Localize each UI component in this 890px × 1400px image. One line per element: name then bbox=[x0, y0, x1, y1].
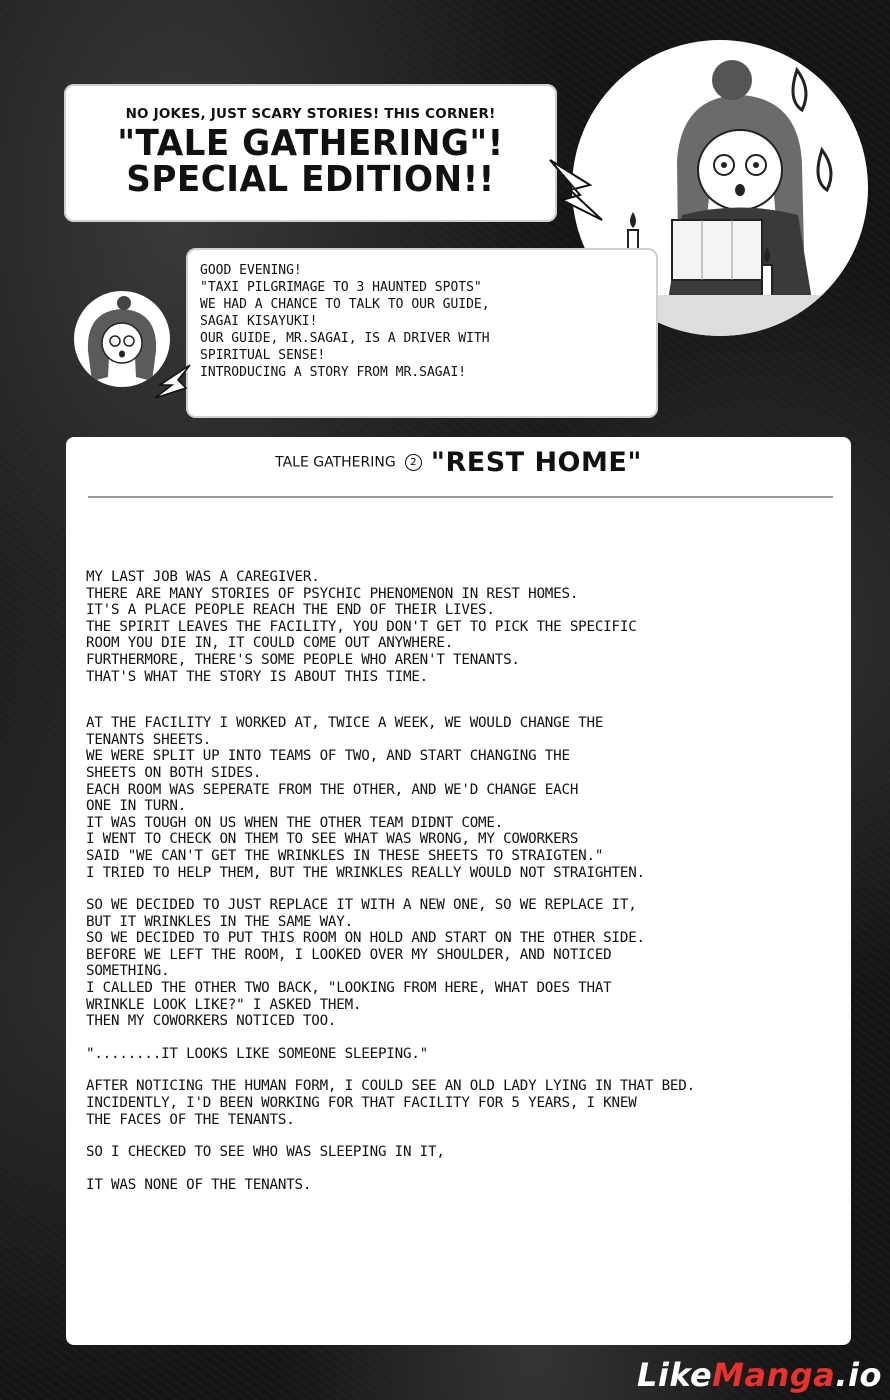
watermark-logo: LikeManga.io bbox=[636, 1356, 882, 1394]
story-paragraph: AFTER NOTICING THE HUMAN FORM, I COULD SEE AN OLD LADY LYING IN THAT BED. INCIDENTLY, I'D BEEN WORKING FOR THAT FACILITY FOR 5 YEARS, I KNEW THE FACES OF THE TENANTS. bbox=[86, 1078, 695, 1128]
story-paragraph: "........IT LOOKS LIKE SOMEONE SLEEPING." bbox=[86, 1045, 429, 1062]
story-panel bbox=[66, 437, 851, 1345]
story-heading bbox=[66, 447, 851, 487]
story-paragraph: SO I CHECKED TO SEE WHO WAS SLEEPING IN IT, bbox=[86, 1144, 445, 1161]
title-line-2: SPECIAL EDITION!! bbox=[126, 159, 495, 200]
story-paragraph: AT THE FACILITY I WORKED AT, TWICE A WEEK, WE WOULD CHANGE THE TENANTS SHEETS. WE WERE SPLIT UP INTO TEAMS OF TWO, AND START CHANGING THE SHEETS ON BOTH SIDES. EACH ROOM WAS SEPERATE FROM THE OTHER, AND WE'D CHANGE EACH ONE IN TURN. IT WAS TOUGH ON US WHEN THE OTHER TEAM DIDNT COME. I WENT TO CHECK ON THEM TO SEE WHAT WAS WRONG, MY COWORKERS SAID "WE CAN'T GET THE WRINKLES IN THESE SHEETS TO STRAIGTEN." I TRIED TO HELP THEM, BUT THE WRINKLES REALLY WOULD NOT STRAIGHTEN. bbox=[86, 715, 645, 881]
story-title: "REST HOME" bbox=[430, 447, 642, 478]
story-paragraph: MY LAST JOB WAS A CAREGIVER. THERE ARE MANY STORIES OF PSYCHIC PHENOMENON IN REST HOMES. IT'S A PLACE PEOPLE REACH THE END OF THEIR LIVES. THE SPIRIT LEAVES THE FACILITY, YOU DON'T GET TO PICK THE SPECIFIC ROOM YOU DIE IN, IT COULD COME OUT ANYWHERE. FURTHERMORE, THERE'S SOME PEOPLE WHO AREN'T TENANTS. THAT'S WHAT THE STORY IS ABOUT THIS TIME. bbox=[86, 569, 637, 685]
title-line-1: "TALE GATHERING"! bbox=[117, 123, 504, 164]
zigzag-tail-icon bbox=[540, 150, 610, 230]
story-paragraph: IT WAS NONE OF THE TENANTS. bbox=[86, 1176, 312, 1193]
story-label: TALE GATHERING bbox=[275, 454, 396, 471]
story-paragraph: SO WE DECIDED TO JUST REPLACE IT WITH A NEW ONE, SO WE REPLACE IT, BUT IT WRINKLES IN THE SAME WAY. SO WE DECIDED TO PUT THIS ROOM ON HOLD AND START ON THE OTHER SIDE. BEFORE WE LEFT THE ROOM, I LOOKED OVER MY SHOULDER, AND NOTICED SOMETHING. I CALLED THE OTHER TWO BACK, "LOOKING FROM HERE, WHAT DOES THAT WRINKLE LOOK LIKE?" I ASKED THEM. THEN MY COWORKERS NOTICED TOO. bbox=[86, 897, 645, 1030]
story-number-badge: 2 bbox=[405, 454, 422, 471]
intro-text: GOOD EVENING! "TAXI PILGRIMAGE TO 3 HAUNTED SPOTS" WE HAD A CHANCE TO TALK TO OUR GUIDE, SAGAI KISAYUKI! OUR GUIDE, MR.SAGAI, IS A DRIVER WITH SPIRITUAL SENSE! INTRODUCING A STORY FROM MR.SAGAI! bbox=[200, 263, 490, 380]
story-body bbox=[86, 569, 839, 1209]
title-speech-bubble bbox=[64, 84, 557, 222]
header-tagline: NO JOKES, JUST SCARY STORIES! THIS CORNER! bbox=[125, 106, 496, 122]
divider bbox=[88, 496, 833, 498]
intro-speech-bubble bbox=[186, 248, 658, 418]
zigzag-tail-small-icon bbox=[150, 360, 200, 400]
page-title bbox=[64, 123, 557, 200]
